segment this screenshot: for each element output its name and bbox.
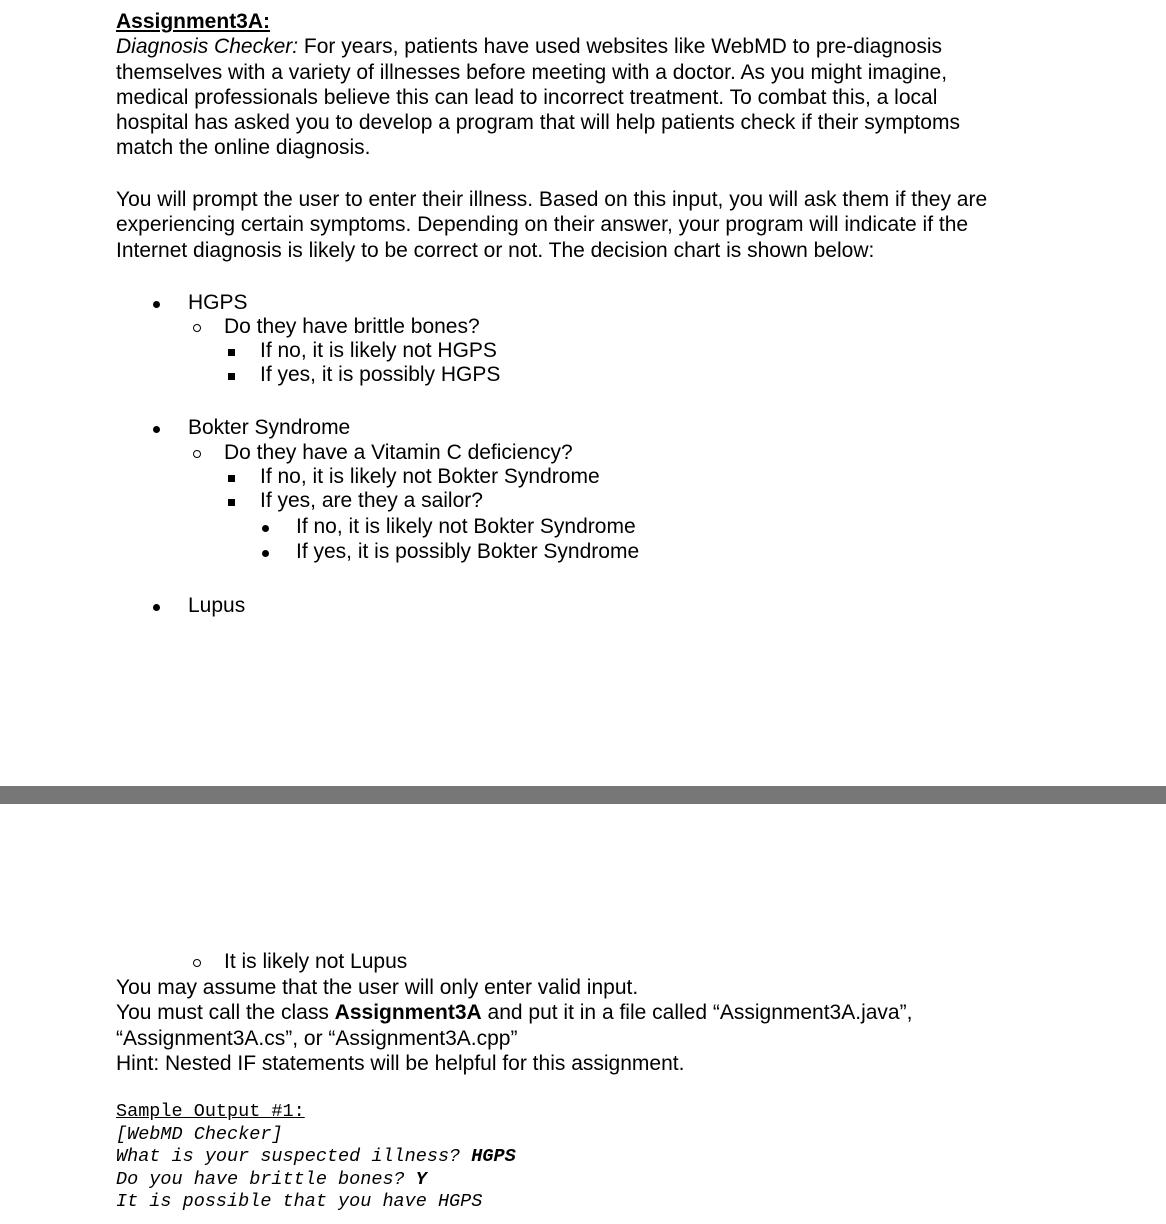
document-page-2 [0,804,1166,1224]
bokter-if-yes: If yes, are they a sailor? [260,489,483,512]
instructions-line-2: experiencing certain symptoms. Depending on their answer, your program will indicate if the [116,213,969,237]
notes-section [116,975,1116,1076]
sample-result: It is possible that you have HGPS [116,1191,483,1213]
intro-section [116,9,1116,161]
hgps-if-yes: If yes, it is possibly HGPS [260,363,501,386]
intro-label: Diagnosis Checker: [116,35,299,59]
instructions-section [116,187,1116,263]
intro-line-2: themselves with a variety of illnesses before meeting with a doctor. As you might imagine, [116,60,948,84]
intro-line-4: hospital has asked you to develop a program that will help patients check if their symptoms [116,111,960,135]
sample-line-2 [116,1169,516,1192]
note-class-suffix: and put it in a file called “Assignment3A.java”, [481,1001,913,1025]
note-valid-input: You may assume that the user will only enter valid input. [116,976,639,999]
note-files-line: “Assignment3A.cs”, or “Assignment3A.cpp” [116,1026,518,1050]
intro-line-3: medical professionals believe this can lead to incorrect treatment. To combat this, a local [116,85,938,109]
bokter-question: Do they have a Vitamin C deficiency? [224,441,573,464]
page-break-divider [0,786,1166,804]
hgps-question: Do they have brittle bones? [224,315,480,338]
hgps-if-no: If no, it is likely not HGPS [260,339,497,362]
bokter-if-no: If no, it is likely not Bokter Syndrome [260,465,600,488]
lupus-label: Lupus [188,594,246,617]
sample-q2-answer: Y [415,1168,427,1190]
assignment-title: Assignment3A: [116,10,271,33]
sample-output-block [116,1101,516,1214]
intro-line-5: match the online diagnosis. [116,136,371,160]
sample-q1-answer: HGPS [471,1146,516,1168]
note-hint: Hint: Nested IF statements will be helpful for this assignment. [116,1051,685,1075]
sample-q1-prompt: What is your suspected illness? [116,1146,472,1168]
note-class-name: Assignment3A [334,1001,482,1025]
bokter-label: Bokter Syndrome [188,416,351,439]
bokter-sailor-no: If no, it is likely not Bokter Syndrome [296,515,636,538]
lupus-result: It is likely not Lupus [224,950,408,973]
bokter-sailor-yes: If yes, it is possibly Bokter Syndrome [296,540,640,563]
sample-output-title: Sample Output #1: [116,1101,305,1122]
note-class-prefix: You must call the class [116,1001,335,1025]
note-class-line [116,1000,1116,1025]
sample-q2-prompt: Do you have brittle bones? [116,1168,416,1190]
sample-line-1 [116,1146,516,1169]
instructions-line-3: Internet diagnosis is likely to be correct or not. The decision chart is shown below: [116,238,875,262]
hgps-label: HGPS [188,291,248,314]
intro-text-1: For years, patients have used websites like WebMD to pre-diagnosis [298,35,943,59]
intro-line-1 [116,34,1116,59]
instructions-line-1: You will prompt the user to enter their illness. Based on this input, you will ask them if they are [116,188,988,211]
sample-header: [WebMD Checker] [116,1123,283,1145]
